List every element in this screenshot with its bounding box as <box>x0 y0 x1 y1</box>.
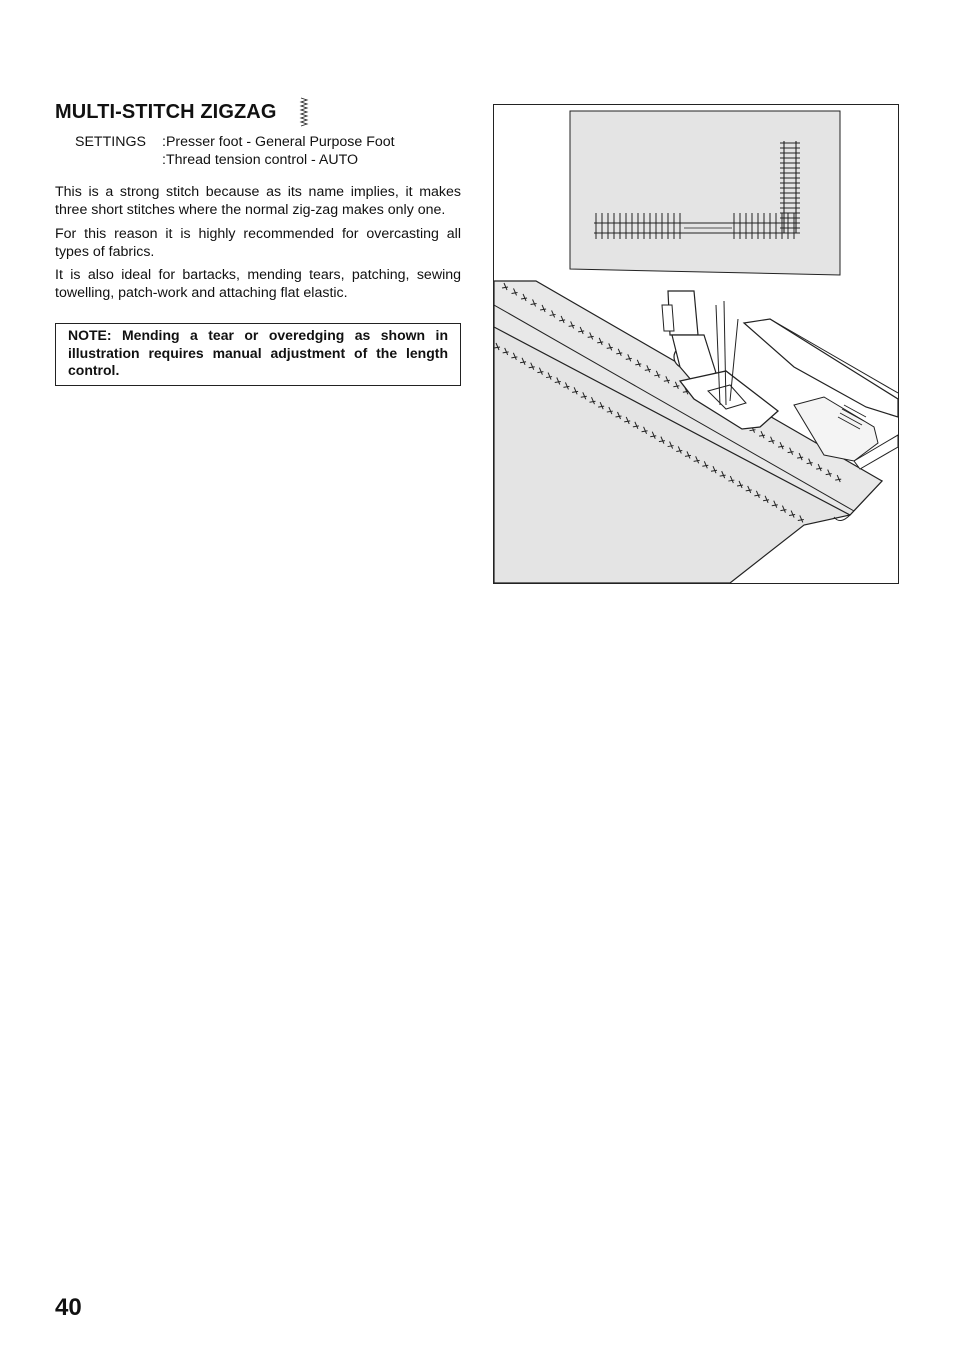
paragraph-uses: It is also ideal for bartacks, mending tears, patching, sewing towelling, patch-work and attaching flat elastic. <box>55 267 461 301</box>
multi-stitch-zigzag-icon <box>297 97 311 127</box>
settings-label: SETTINGS <box>75 134 146 150</box>
paragraph-overcasting: For this reason it is highly recommended for overcasting all types of fabrics. <box>55 226 461 260</box>
illustration-svg <box>494 105 898 583</box>
note-text: NOTE: Mending a tear or overedging as shown in illustration requires manual adjustment of the length control. <box>68 327 448 378</box>
sewing-machine-foot-illustration <box>493 104 899 584</box>
settings-block <box>75 133 395 169</box>
settings-presser-foot: :Presser foot - General Purpose Foot <box>162 134 395 150</box>
page-number: 40 <box>55 1294 82 1321</box>
page-title-text: MULTI-STITCH ZIGZAG <box>55 100 277 123</box>
mended-patch <box>570 111 840 275</box>
settings-thread-tension: :Thread tension control - AUTO <box>162 152 359 168</box>
note-box <box>55 323 461 386</box>
paragraph-strong-stitch: This is a strong stitch because as its name implies, it makes three short stitches where the normal zig-zag makes only one. <box>55 184 461 218</box>
page-title <box>55 97 311 127</box>
